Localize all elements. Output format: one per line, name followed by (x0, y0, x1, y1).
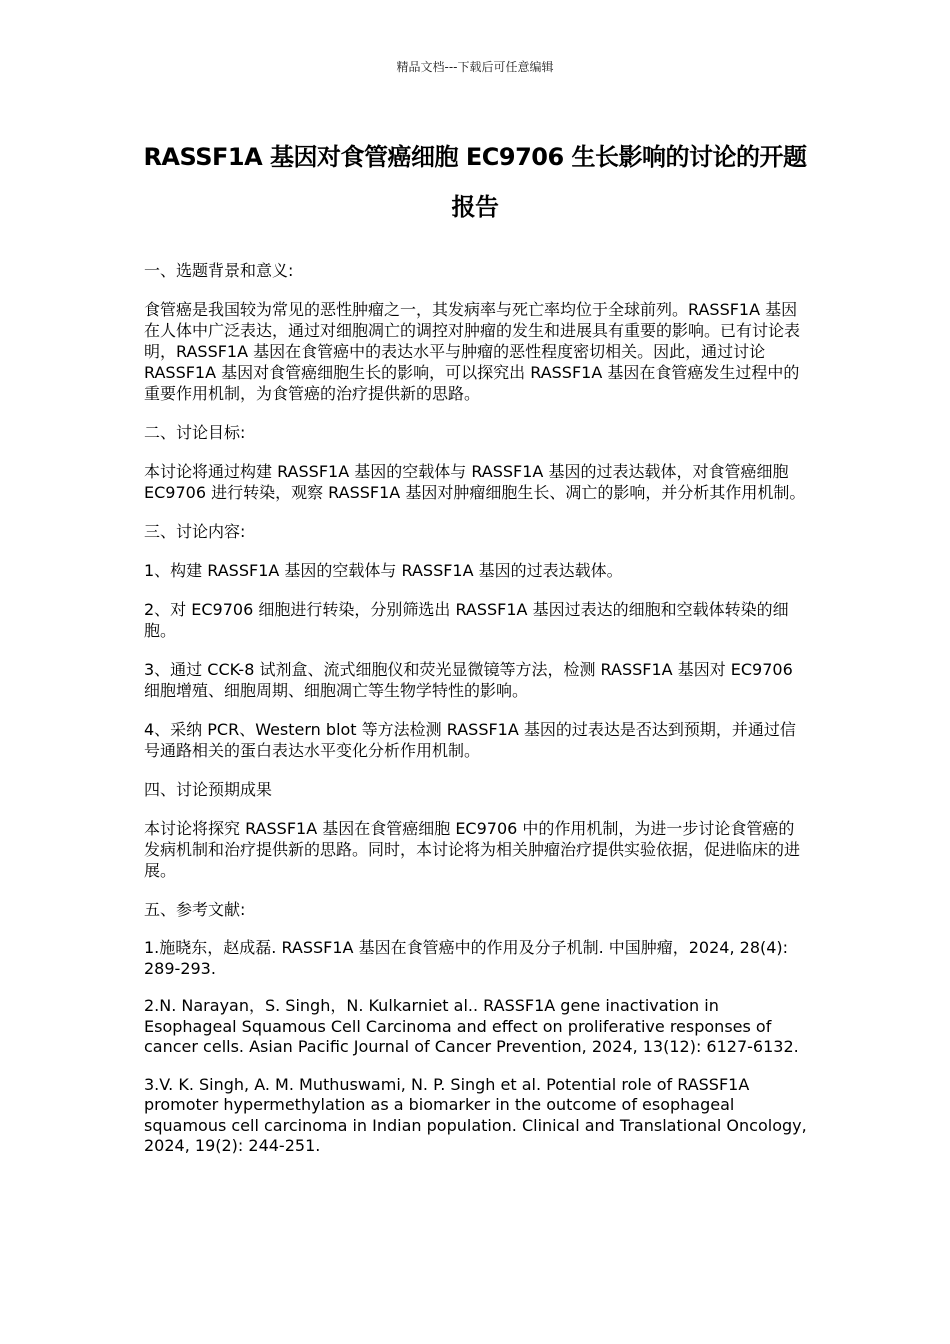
section-heading-content: 三、讨论内容: (144, 522, 246, 541)
document-title: RASSF1A 基因对食管癌细胞 EC9706 生长影响的讨论的开题报告 (143, 143, 807, 221)
section-heading-goal: 二、讨论目标: (144, 423, 246, 442)
reference-item: 3.V. K. Singh, A. M. Muthuswami, N. P. Singh et al. Potential role of RASSF1A promoter hypermethylation as a biomarker in the outcome of esophageal squamous cell carcinoma in Indian population. Clinical and Translational Oncology, 2024, 19(2): 244-251. (144, 1074, 807, 1155)
section-text-goal: 本讨论将通过构建 RASSF1A 基因的空载体与 RASSF1A 基因的过表达载体，对食管癌细胞 EC9706 进行转染，观察 RASSF1A 基因对肿瘤细胞生长、凋亡的影响，并分析其作用机制。 (144, 462, 806, 502)
reference-item: 2.N. Narayan，S. Singh，N. Kulkarniet al.. RASSF1A gene inactivation in Esophageal Squamous Cell Carcinoma and effect on proliferative responses of cancer cells. Asian Pacific Journal of Cancer Prevention, 2024, 13(12): 6127-6132. (144, 996, 799, 1056)
section-heading-results: 四、讨论预期成果 (144, 780, 273, 799)
section-text-background: 食管癌是我国较为常见的恶性肿瘤之一，其发病率与死亡率均位于全球前列。RASSF1A 基因在人体中广泛表达，通过对细胞凋亡的调控对肿瘤的发生和进展具有重要的影响。已有讨论表明，RASSF1A 基因在食管癌中的表达水平与肿瘤的恶性程度密切相关。因此，通过讨论 RASSF1A 基因对食管癌细胞生长的影响，可以探究出 RASSF1A 基因在食管癌发生过程中的重要作用机制，为食管癌的治疗提供新的思路。 (144, 300, 801, 403)
reference-item: 1.施晓东，赵成磊. RASSF1A 基因在食管癌中的作用及分子机制. 中国肿瘤，2024, 28(4): 289-293. (144, 938, 789, 978)
page-header: 精品文档---下载后可任意编辑 (396, 60, 554, 74)
content-item: 3、通过 CCK-8 试剂盒、流式细胞仪和荧光显微镜等方法，检测 RASSF1A 基因对 EC9706 细胞增殖、细胞周期、细胞凋亡等生物学特性的影响。 (144, 660, 793, 700)
section-heading-references: 五、参考文献: (144, 900, 246, 919)
content-item: 4、采纳 PCR、Western blot 等方法检测 RASSF1A 基因的过表达是否达到预期，并通过信号通路相关的蛋白表达水平变化分析作用机制。 (144, 720, 796, 760)
section-heading-background: 一、选题背景和意义: (144, 261, 294, 280)
content-item: 1、构建 RASSF1A 基因的空载体与 RASSF1A 基因的过表达载体。 (144, 561, 623, 580)
document-body (144, 260, 810, 1174)
content-item: 2、对 EC9706 细胞进行转染，分别筛选出 RASSF1A 基因过表达的细胞和空载体转染的细胞。 (144, 600, 789, 640)
section-text-results: 本讨论将探究 RASSF1A 基因在食管癌细胞 EC9706 中的作用机制，为进一步讨论食管癌的发病机制和治疗提供新的思路。同时，本讨论将为相关肿瘤治疗提供实验依据，促进临床的进展。 (144, 819, 801, 880)
